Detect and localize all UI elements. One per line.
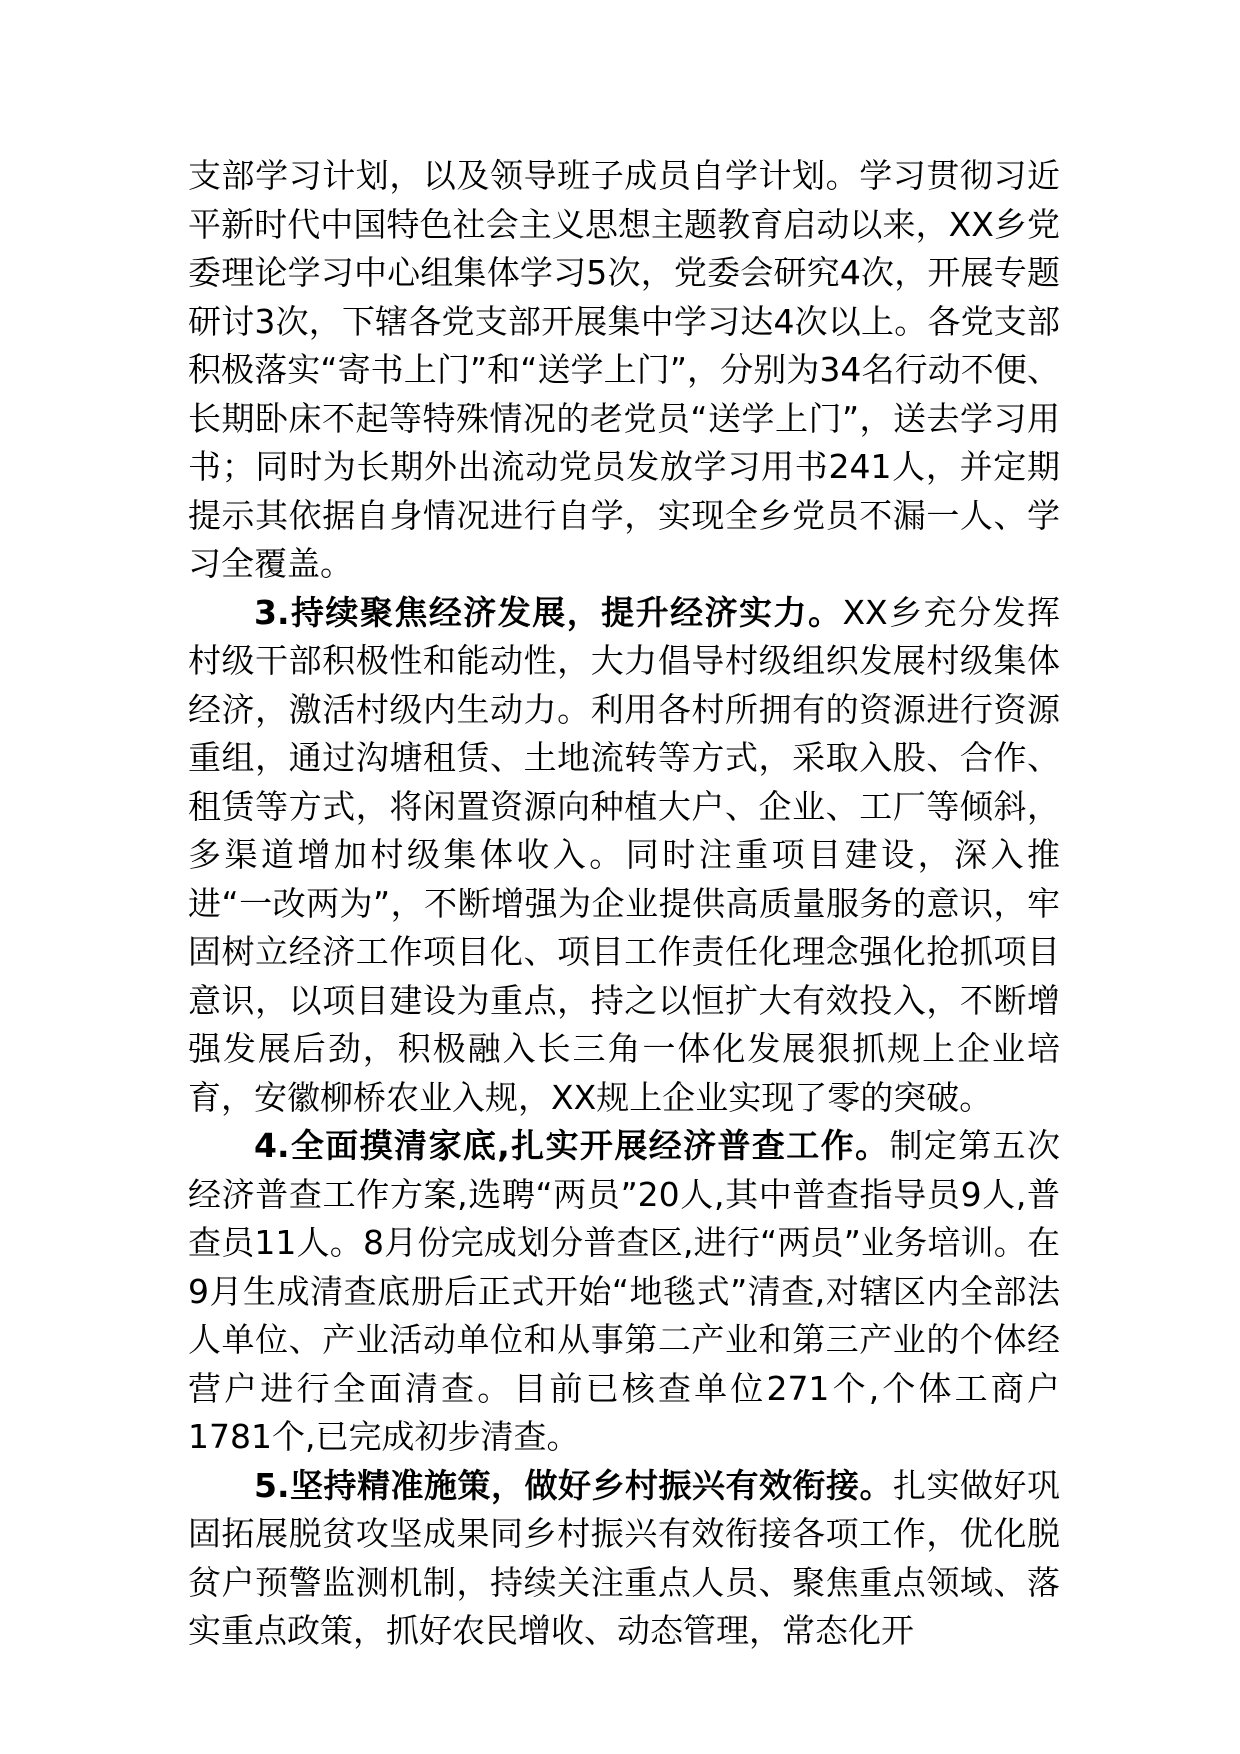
paragraph-text: 扎实做好巩固拓展脱贫攻坚成果同乡村振兴有效衔接各项工作，优化脱贫户预警监测机制，持续关注重点人员、聚焦重点领域、落实重点政策，抓好农民增收、动态管理，常态化开 <box>188 1465 1060 1650</box>
paragraph-economic-census <box>188 1122 1060 1462</box>
paragraph-heading: 3.持续聚焦经济发展，提升经济实力。 <box>254 592 843 632</box>
paragraph-rural-revitalization <box>188 1462 1060 1656</box>
paragraph-text: 支部学习计划，以及领导班子成员自学计划。学习贯彻习近平新时代中国特色社会主义思想主题教育启动以来，XX乡党委理论学习中心组集体学习5次，党委会研究4次，开展专题研讨3次，下辖各党支部开展集中学习达4次以上。各党支部积极落实“寄书上门”和“送学上门”，分别为34名行动不便、长期卧床不起等特殊情况的老党员“送学上门”，送去学习用书；同时为长期外出流动党员发放学习用书241人，并定期提示其依据自身情况进行自学，实现全乡党员不漏一人、学习全覆盖。 <box>188 156 1060 583</box>
paragraph-text: XX乡充分发挥村级干部积极性和能动性，大力倡导村级组织发展村级集体经济，激活村级内生动力。利用各村所拥有的资源进行资源重组，通过沟塘租赁、土地流转等方式，采取入股、合作、租赁等方式，将闲置资源向种植大户、企业、工厂等倾斜，多渠道增加村级集体收入。同时注重项目建设，深入推进“一改两为”，不断增强为企业提供高质量服务的意识，牢固树立经济工作项目化、项目工作责任化理念强化抢抓项目意识，以项目建设为重点，持之以恒扩大有效投入，不断增强发展后劲，积极融入长三角一体化发展狠抓规上企业培育，安徽柳桥农业入规，XX规上企业实现了零的突破。 <box>188 592 1061 1117</box>
paragraph-text: 制定第五次经济普查工作方案,选聘“两员”20人,其中普查指导员9人,普查员11人。8月份完成划分普查区,进行“两员”业务培训。在9月生成清查底册后正式开始“地毯式”清查,对辖区内全部法人单位、产业活动单位和从事第二产业和第三产业的个体经营户进行全面清查。目前已核查单位271个,个体工商户1781个,已完成初步清查。 <box>188 1126 1060 1456</box>
document-page <box>188 152 1060 1656</box>
paragraph-heading: 5.坚持精准施策，做好乡村振兴有效衔接。 <box>254 1465 893 1505</box>
paragraph-study-plan <box>188 152 1060 589</box>
paragraph-economic-development <box>188 589 1060 1123</box>
paragraph-heading: 4.全面摸清家底,扎实开展经济普查工作。 <box>254 1126 890 1165</box>
